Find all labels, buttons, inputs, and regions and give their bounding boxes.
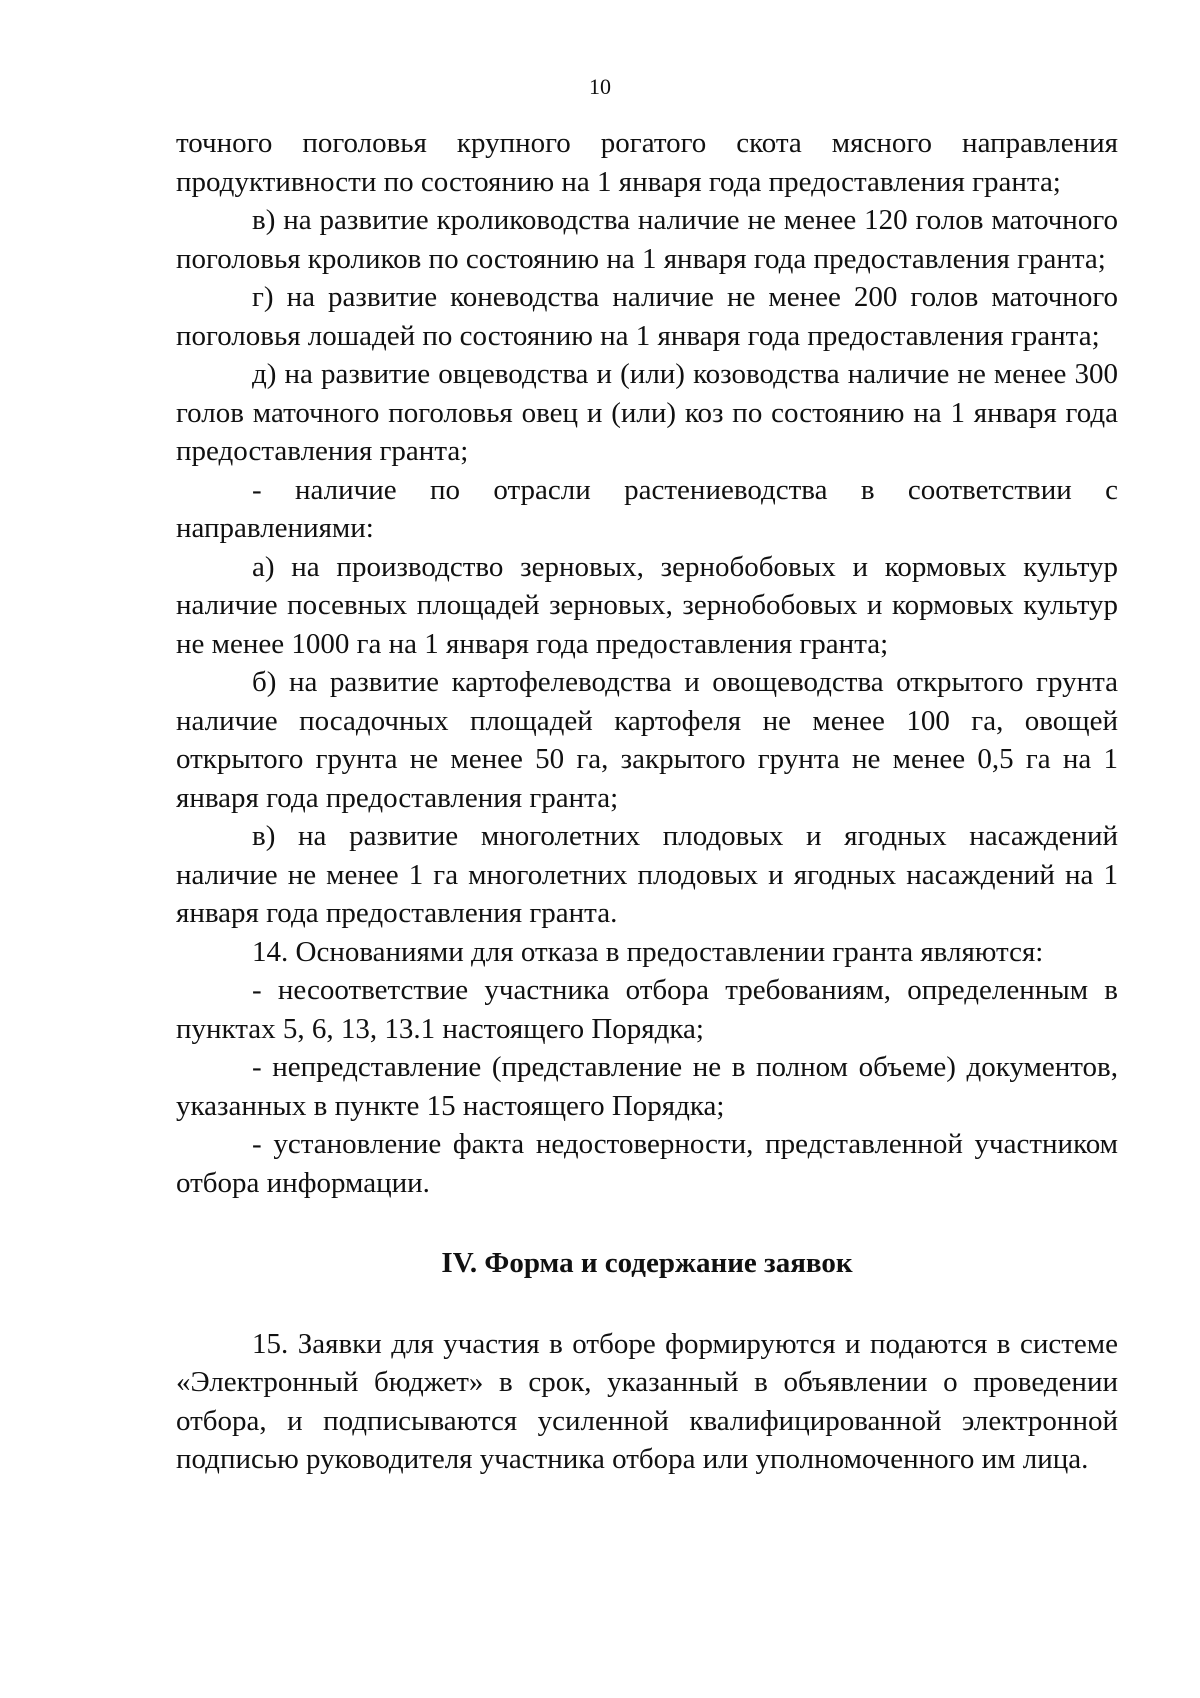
paragraph-sheep-goat-breeding: д) на развитие овцеводства и (или) козоводства наличие не менее 300 голов маточного поголовья овец и (или) коз по состоянию на 1 января года предоставления гранта; [176, 358, 1118, 467]
paragraph-grain-crops: а) на производство зерновых, зернобобовых и кормовых культур наличие посевных площадей зерновых, зернобобовых и кормовых культур не менее 1000 га на 1 января года предоставления гранта; [176, 550, 1118, 660]
paragraph-unreliable-info: - установление факта недостоверности, представленной участником отбора информации. [176, 1128, 1118, 1199]
paragraph-potato-vegetables: б) на развитие картофелеводства и овощеводства открытого грунта наличие посадочных площадей картофеля не менее 100 га, овощей открытого грунта не менее 50 га, закрытого грунта не менее 0,5 га на 1 января года предоставления гранта; [176, 666, 1118, 814]
paragraph-refusal-grounds: 14. Основаниями для отказа в предоставлении гранта являются: [252, 935, 1044, 968]
paragraph-applications: 15. Заявки для участия в отборе формируются и подаются в системе «Электронный бюджет» в срок, указанный в объявлении о проведении отбора, и подписываются усиленной квалифицированной электронной подписью руководителя участника отбора или уполномоченного им лица. [176, 1327, 1118, 1475]
paragraph-horse-breeding: г) на развитие коневодства наличие не менее 200 голов маточного поголовья лошадей по состоянию на 1 января года предоставления гранта; [176, 281, 1118, 352]
paragraph-requirements-mismatch: - несоответствие участника отбора требованиям, определенным в пунктах 5, 6, 13, 13.1 настоящего Порядка; [176, 974, 1118, 1045]
paragraph-perennial-plantings: в) на развитие многолетних плодовых и ягодных насаждений наличие не менее 1 га многолетних плодовых и ягодных насаждений на 1 января года предоставления гранта. [176, 820, 1118, 929]
page-number: 10 [589, 74, 611, 99]
paragraph-continuation: точного поголовья крупного рогатого скота мясного направления продуктивности по состоянию на 1 января года предоставления гранта; [176, 127, 1118, 198]
paragraph-missing-documents: - непредставление (представление не в полном объеме) документов, указанных в пункте 15 настоящего Порядка; [176, 1051, 1118, 1122]
paragraph-crop-production: - наличие по отрасли растениеводства в соответствии с направлениями: [176, 473, 1118, 544]
document-body [176, 124, 1118, 1479]
paragraph-rabbit-breeding: в) на развитие кролиководства наличие не менее 120 голов маточного поголовья кроликов по состоянию на 1 января года предоставления гранта; [176, 204, 1118, 275]
section-heading: IV. Форма и содержание заявок [441, 1247, 853, 1279]
